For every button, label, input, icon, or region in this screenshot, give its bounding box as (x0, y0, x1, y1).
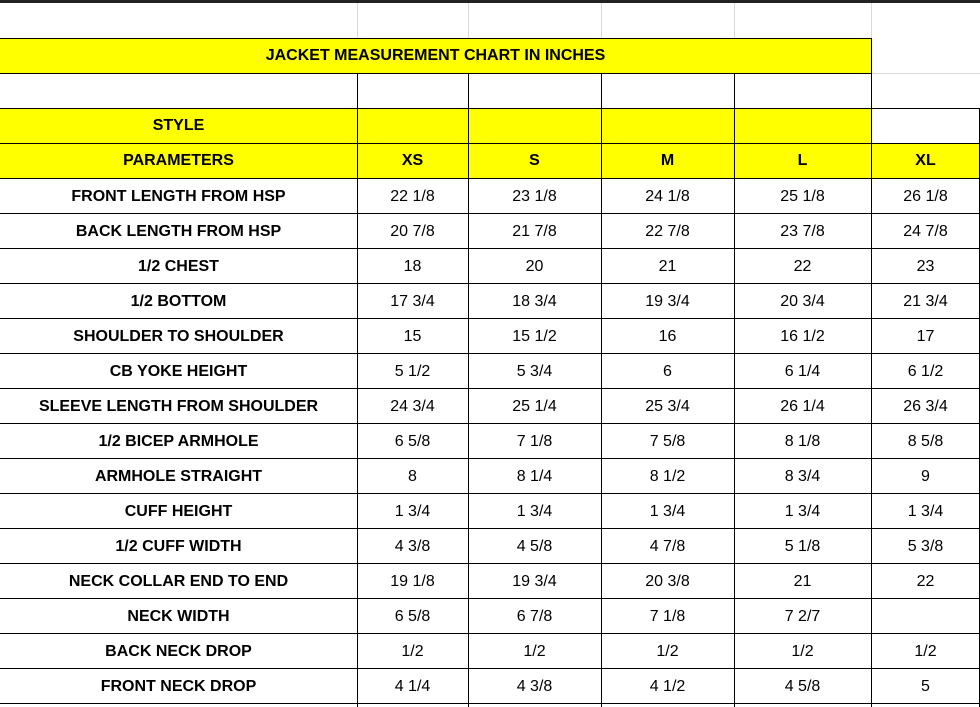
table-cell-m[interactable]: 20 3/8 (645, 573, 690, 590)
gridline-vertical (468, 3, 469, 38)
gridline-vertical (357, 3, 358, 38)
table-cell-s[interactable]: 18 3/4 (512, 293, 557, 310)
table-cell-xs[interactable]: 19 1/8 (390, 573, 435, 590)
table-cell-m[interactable]: 6 (663, 363, 672, 380)
table-cell-xl[interactable]: 6 1/2 (907, 363, 944, 380)
border-horizontal (0, 38, 871, 39)
table-cell-s[interactable]: 1 3/4 (516, 503, 553, 520)
border-horizontal (0, 143, 980, 144)
table-cell-xs[interactable]: 6 5/8 (394, 433, 431, 450)
table-cell-xs[interactable]: 1 3/4 (394, 503, 431, 520)
border-horizontal (0, 598, 980, 599)
sheet-top-edge (0, 0, 980, 3)
border-horizontal (0, 353, 980, 354)
table-cell-l[interactable]: 20 3/4 (780, 293, 825, 310)
table-cell-xl[interactable]: 1 3/4 (907, 503, 944, 520)
border-horizontal (0, 178, 980, 179)
table-cell-s[interactable]: 23 1/8 (512, 188, 557, 205)
table-cell-l[interactable]: 5 1/8 (784, 538, 821, 555)
table-cell-m[interactable]: 25 3/4 (645, 398, 690, 415)
table-cell-l[interactable]: 26 1/4 (780, 398, 825, 415)
table-cell-xs[interactable]: 6 5/8 (394, 608, 431, 625)
border-horizontal (0, 528, 980, 529)
border-horizontal (0, 633, 980, 634)
table-cell-m[interactable]: 7 1/8 (649, 608, 686, 625)
table-cell-m[interactable]: 19 3/4 (645, 293, 690, 310)
table-cell-s[interactable]: 7 1/8 (516, 433, 553, 450)
table-cell-s[interactable]: 15 1/2 (512, 328, 557, 345)
table-cell-m[interactable]: 16 (658, 328, 677, 345)
chart-title[interactable]: JACKET MEASUREMENT CHART IN INCHES (0, 38, 871, 73)
table-cell-xs[interactable]: 5 1/2 (394, 363, 431, 380)
table-cell-m[interactable]: 8 1/2 (649, 468, 686, 485)
table-cell-parameter[interactable]: SHOULDER TO SHOULDER (73, 328, 284, 345)
column-header-xl[interactable]: XL (871, 143, 980, 178)
table-cell-l[interactable]: 23 7/8 (780, 223, 825, 240)
table-cell-m[interactable]: 22 7/8 (645, 223, 690, 240)
table-cell-parameter[interactable]: ARMHOLE STRAIGHT (94, 468, 263, 485)
table-cell-xl[interactable]: 9 (921, 468, 930, 485)
border-horizontal (0, 493, 980, 494)
table-cell-xl[interactable]: 26 1/8 (903, 188, 948, 205)
border-horizontal (0, 423, 980, 424)
table-cell-xl[interactable]: 24 7/8 (903, 223, 948, 240)
table-cell-m[interactable]: 24 1/8 (645, 188, 690, 205)
table-cell-parameter[interactable]: 1/2 BICEP ARMHOLE (98, 433, 259, 450)
border-horizontal (0, 283, 980, 284)
style-cell-l[interactable] (734, 108, 871, 143)
table-cell-parameter[interactable]: 1/2 CUFF WIDTH (115, 538, 242, 555)
table-cell-s[interactable]: 5 3/4 (516, 363, 553, 380)
table-cell-xs[interactable]: 24 3/4 (390, 398, 435, 415)
table-cell-s[interactable]: 21 7/8 (512, 223, 557, 240)
gridline-vertical (871, 3, 872, 38)
table-cell-s[interactable]: 20 (525, 258, 544, 275)
table-cell-xs[interactable]: 8 (408, 468, 417, 485)
table-cell-xs[interactable]: 18 (403, 258, 422, 275)
border-horizontal (0, 703, 980, 704)
table-cell-l[interactable]: 8 3/4 (784, 468, 821, 485)
table-cell-m[interactable]: 1 3/4 (649, 503, 686, 520)
column-header-xs[interactable]: XS (357, 143, 468, 178)
table-cell-parameter[interactable]: NECK COLLAR END TO END (68, 573, 289, 590)
table-cell-s[interactable]: 4 5/8 (516, 538, 553, 555)
table-cell-l[interactable]: 22 (793, 258, 812, 275)
table-cell-xl[interactable]: 21 3/4 (903, 293, 948, 310)
table-cell-xl[interactable]: 17 (916, 328, 935, 345)
table-cell-xs[interactable]: 1/2 (401, 643, 424, 660)
table-cell-parameter[interactable]: BACK LENGTH FROM HSP (75, 223, 282, 240)
border-horizontal (0, 108, 980, 109)
table-cell-parameter[interactable]: SLEEVE LENGTH FROM SHOULDER (38, 398, 319, 415)
border-vertical (357, 73, 358, 707)
border-horizontal (0, 213, 980, 214)
table-cell-s[interactable]: 19 3/4 (512, 573, 557, 590)
table-cell-xs[interactable]: 20 7/8 (390, 223, 435, 240)
gridline-horizontal (871, 73, 980, 74)
border-vertical (871, 73, 872, 108)
table-cell-l[interactable]: 25 1/8 (780, 188, 825, 205)
table-cell-l[interactable]: 7 2/7 (784, 608, 821, 625)
column-header-m[interactable]: M (601, 143, 734, 178)
border-horizontal (0, 73, 871, 74)
border-vertical (734, 73, 735, 707)
table-cell-xs[interactable]: 15 (403, 328, 422, 345)
table-cell-xl[interactable] (871, 598, 980, 633)
table-cell-m[interactable]: 21 (658, 258, 677, 275)
border-horizontal (0, 668, 980, 669)
table-cell-s[interactable]: 6 7/8 (516, 608, 553, 625)
table-cell-m[interactable]: 4 7/8 (649, 538, 686, 555)
table-cell-xl[interactable]: 23 (916, 258, 935, 275)
table-cell-parameter[interactable]: CUFF HEIGHT (124, 503, 233, 520)
border-horizontal (0, 388, 980, 389)
table-cell-s[interactable]: 8 1/4 (516, 468, 553, 485)
border-vertical (871, 108, 872, 707)
border-vertical (601, 73, 602, 707)
gridline-vertical (601, 3, 602, 38)
table-cell-xs[interactable]: 4 3/8 (394, 538, 431, 555)
table-cell-xl[interactable]: 5 3/8 (907, 538, 944, 555)
table-cell-xl[interactable]: 8 5/8 (907, 433, 944, 450)
style-cell-s[interactable] (468, 108, 601, 143)
table-cell-xl[interactable]: 1/2 (914, 643, 937, 660)
style-cell-m[interactable] (601, 108, 734, 143)
table-cell-xs[interactable]: 22 1/8 (390, 188, 435, 205)
table-cell-parameter[interactable]: 1/2 BOTTOM (130, 293, 227, 310)
table-cell-l[interactable]: 4 5/8 (784, 678, 821, 695)
table-cell-l[interactable]: 6 1/4 (784, 363, 821, 380)
table-cell-xs[interactable]: 4 1/4 (394, 678, 431, 695)
table-cell-parameter[interactable]: 1/2 CHEST (138, 258, 219, 275)
border-horizontal (0, 248, 980, 249)
table-cell-parameter[interactable]: NECK WIDTH (127, 608, 230, 625)
style-cell-xs[interactable] (357, 108, 468, 143)
table-cell-s[interactable]: 1/2 (523, 643, 546, 660)
table-cell-l[interactable]: 1 3/4 (784, 503, 821, 520)
table-cell-m[interactable]: 1/2 (656, 643, 679, 660)
table-cell-xs[interactable]: 17 3/4 (390, 293, 435, 310)
table-cell-parameter[interactable]: FRONT LENGTH FROM HSP (71, 188, 286, 205)
table-cell-l[interactable]: 21 (793, 573, 812, 590)
column-header-l[interactable]: L (734, 143, 871, 178)
border-vertical (468, 73, 469, 707)
table-cell-s[interactable]: 25 1/4 (512, 398, 557, 415)
table-cell-xl[interactable]: 22 (916, 573, 935, 590)
style-label[interactable]: STYLE (0, 108, 357, 143)
table-cell-xl[interactable]: 26 3/4 (903, 398, 948, 415)
table-cell-parameter[interactable]: CB YOKE HEIGHT (109, 363, 248, 380)
table-cell-l[interactable]: 1/2 (791, 643, 814, 660)
border-vertical (871, 38, 872, 73)
column-header-parameters[interactable]: PARAMETERS (0, 143, 357, 178)
table-cell-s[interactable]: 4 3/8 (516, 678, 553, 695)
column-header-s[interactable]: S (468, 143, 601, 178)
table-cell-l[interactable]: 16 1/2 (780, 328, 825, 345)
table-cell-parameter[interactable]: BACK NECK DROP (105, 643, 252, 660)
border-horizontal (0, 318, 980, 319)
table-cell-m[interactable]: 7 5/8 (649, 433, 686, 450)
table-cell-l[interactable]: 8 1/8 (784, 433, 821, 450)
border-horizontal (0, 458, 980, 459)
table-cell-xl[interactable]: 5 (921, 678, 930, 695)
table-cell-m[interactable]: 4 1/2 (649, 678, 686, 695)
table-cell-parameter[interactable]: FRONT NECK DROP (100, 678, 257, 695)
gridline-vertical (734, 3, 735, 38)
border-horizontal (0, 563, 980, 564)
